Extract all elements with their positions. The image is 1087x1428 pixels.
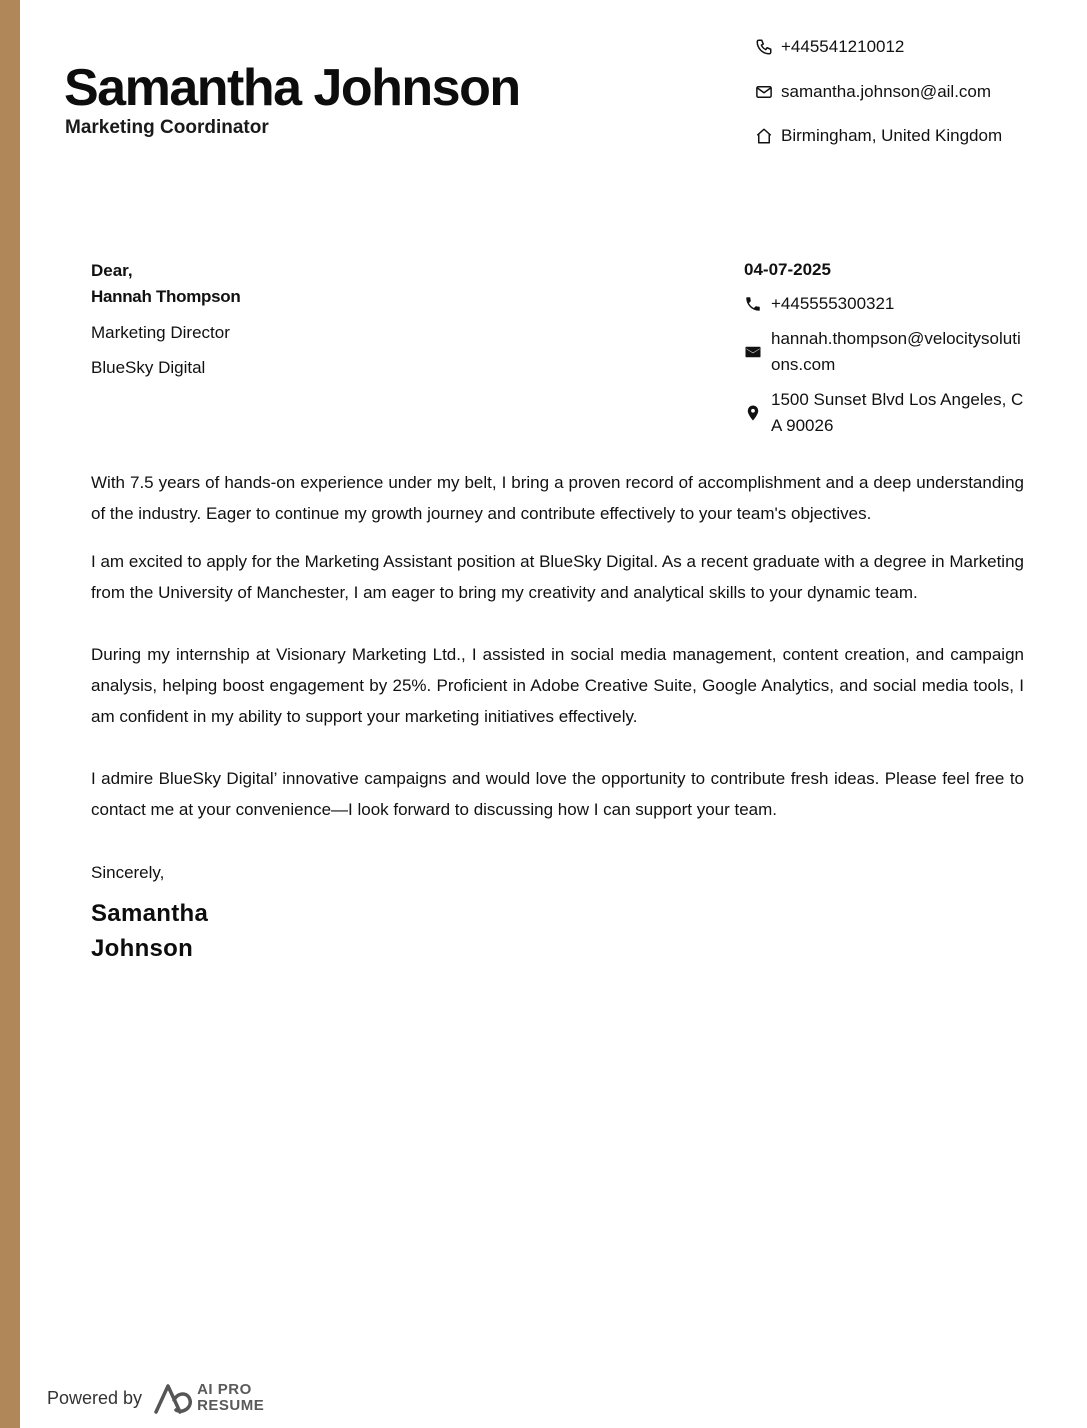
- signature-first-name: Samantha: [91, 900, 209, 927]
- recipient-contact-block: [744, 258, 1029, 439]
- brand-line-2: RESUME: [197, 1397, 265, 1414]
- sender-phone: [755, 37, 904, 57]
- phone-filled-icon: [744, 295, 762, 313]
- signature: [91, 896, 208, 966]
- letter-date: 04-07-2025: [744, 260, 831, 279]
- sender-title: Marketing Coordinator: [65, 117, 269, 138]
- body-paragraph: I admire BlueSky Digital’ innovative campaigns and would love the opportunity to contribute fresh ideas. Please feel free to contact me at your convenience—I look forward to discussing how I can support your team.: [91, 769, 1024, 819]
- location-pin-icon: [744, 404, 762, 422]
- salutation: Dear,: [91, 261, 133, 280]
- body-paragraph: With 7.5 years of hands-on experience under my belt, I bring a proven record of accomplishment and a deep understanding of the industry. Eager to continue my growth journey and contribute effectively to your team's objectives.: [91, 473, 1024, 523]
- brand-name: [197, 1382, 264, 1414]
- home-outline-icon: [755, 127, 773, 145]
- recipient-name: Hannah Thompson: [91, 287, 241, 306]
- sender-phone-text: +445541210012: [781, 37, 905, 56]
- accent-side-bar: [0, 0, 20, 1428]
- powered-by-label: Powered by: [47, 1387, 143, 1408]
- sender-name: Samantha Johnson: [64, 59, 520, 117]
- brand-line-1: AI PRO: [197, 1381, 252, 1398]
- body-paragraph: I am excited to apply for the Marketing Assistant position at BlueSky Digital. As a recent graduate with a degree in Marketing from the University of Manchester, I am eager to bring my creativity and analytical skills to your dynamic team.: [91, 552, 1024, 602]
- ai-pro-resume-logo-icon: [152, 1380, 194, 1416]
- phone-outline-icon: [755, 38, 773, 56]
- sender-location-text: Birmingham, United Kingdom: [781, 126, 1003, 145]
- sender-email: [755, 82, 991, 102]
- mail-outline-icon: [755, 83, 773, 101]
- recipient-address: [744, 387, 1029, 439]
- powered-by-footer[interactable]: [47, 1380, 264, 1416]
- recipient-block: [91, 258, 240, 381]
- letter-body: [91, 467, 1024, 825]
- recipient-phone: [744, 291, 1029, 317]
- sender-location: [755, 126, 1002, 146]
- body-paragraph: During my internship at Visionary Marketing Ltd., I assisted in social media management, content creation, and campaign analysis, helping boost engagement by 25%. Proficient in Adobe Creative Suite, Google Analytics, and social media tools, I am confident in my ability to support your marketing initiatives effectively.: [91, 645, 1024, 726]
- recipient-company: BlueSky Digital: [91, 358, 206, 377]
- recipient-email: [744, 326, 1029, 378]
- mail-filled-icon: [744, 343, 762, 361]
- recipient-address-text: 1500 Sunset Blvd Los Angeles, CA 90026: [771, 390, 1024, 435]
- recipient-email-text: hannah.thompson@velocitysolutions.com: [771, 329, 1021, 374]
- sender-email-text: samantha.johnson@ail.com: [781, 82, 992, 101]
- recipient-title: Marketing Director: [91, 323, 230, 342]
- signature-last-name: Johnson: [91, 935, 194, 962]
- recipient-phone-text: +445555300321: [771, 294, 895, 313]
- valediction: Sincerely,: [91, 863, 165, 882]
